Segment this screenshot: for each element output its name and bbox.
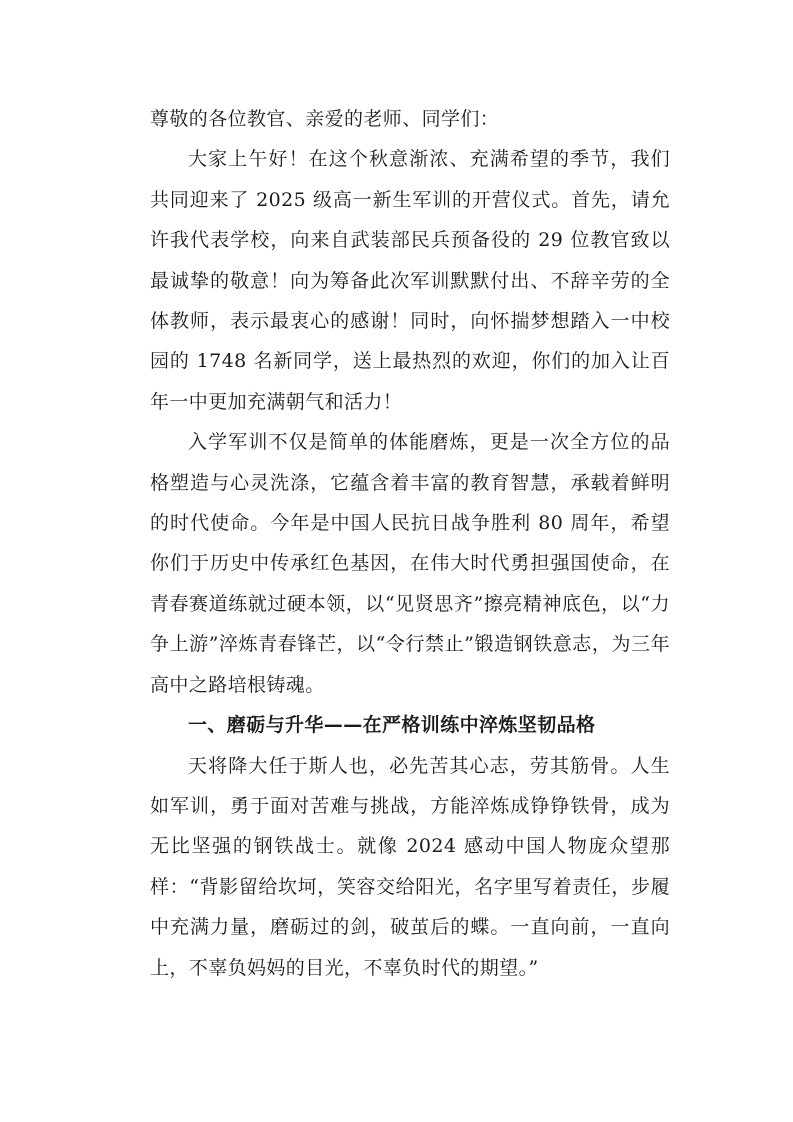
salutation: 尊敬的各位教官、亲爱的老师、同学们：: [150, 108, 500, 130]
document-body: [150, 99, 670, 988]
paragraph-section-one: 天将降大任于斯人也，必先苦其心志，劳其筋骨。人生如军训，勇于面对苦难与挑战，方能淬炼成铮铮铁骨，成为无比坚强的钢铁战士。就像 2024 感动中国人物庞众望那样：“背影留给坎坷，笑容交给阳光，名字里写着责任，步履中充满力量，磨砺过的剑，破茧后的蝶。一直向前，一直向上，不辜负妈妈的目光，不辜负时代的期望。”: [150, 754, 670, 979]
paragraph-welcome: 大家上午好！在这个秋意渐浓、充满希望的季节，我们共同迎来了 2025 级高一新生军训的开营仪式。首先，请允许我代表学校，向来自武装部民兵预备役的 29 位教官致以最诚挚的敬意！向为筹备此次军训默默付出、不辞辛劳的全体教师，表示最衷心的感谢！同时，向怀揣梦想踏入一中校园的 1748 名新同学，送上最热烈的欢迎，你们的加入让百年一中更加充满朝气和活力！: [150, 148, 670, 413]
section-heading: 一、磨砺与升华——在严格训练中淬炼坚韧品格: [188, 714, 596, 737]
paragraph-purpose: 入学军训不仅是简单的体能磨炼，更是一次全方位的品格塑造与心灵洗涤，它蕴含着丰富的教育智慧，承载着鲜明的时代使命。今年是中国人民抗日战争胜利 80 周年，希望你们于历史中传承红色基因，在伟大时代勇担强国使命，在青春赛道练就过硬本领，以“见贤思齐”擦亮精神底色，以“力争上游”淬炼青春锋芒，以“令行禁止”锻造钢铁意志，为三年高中之路培根铸魂。: [150, 431, 670, 696]
